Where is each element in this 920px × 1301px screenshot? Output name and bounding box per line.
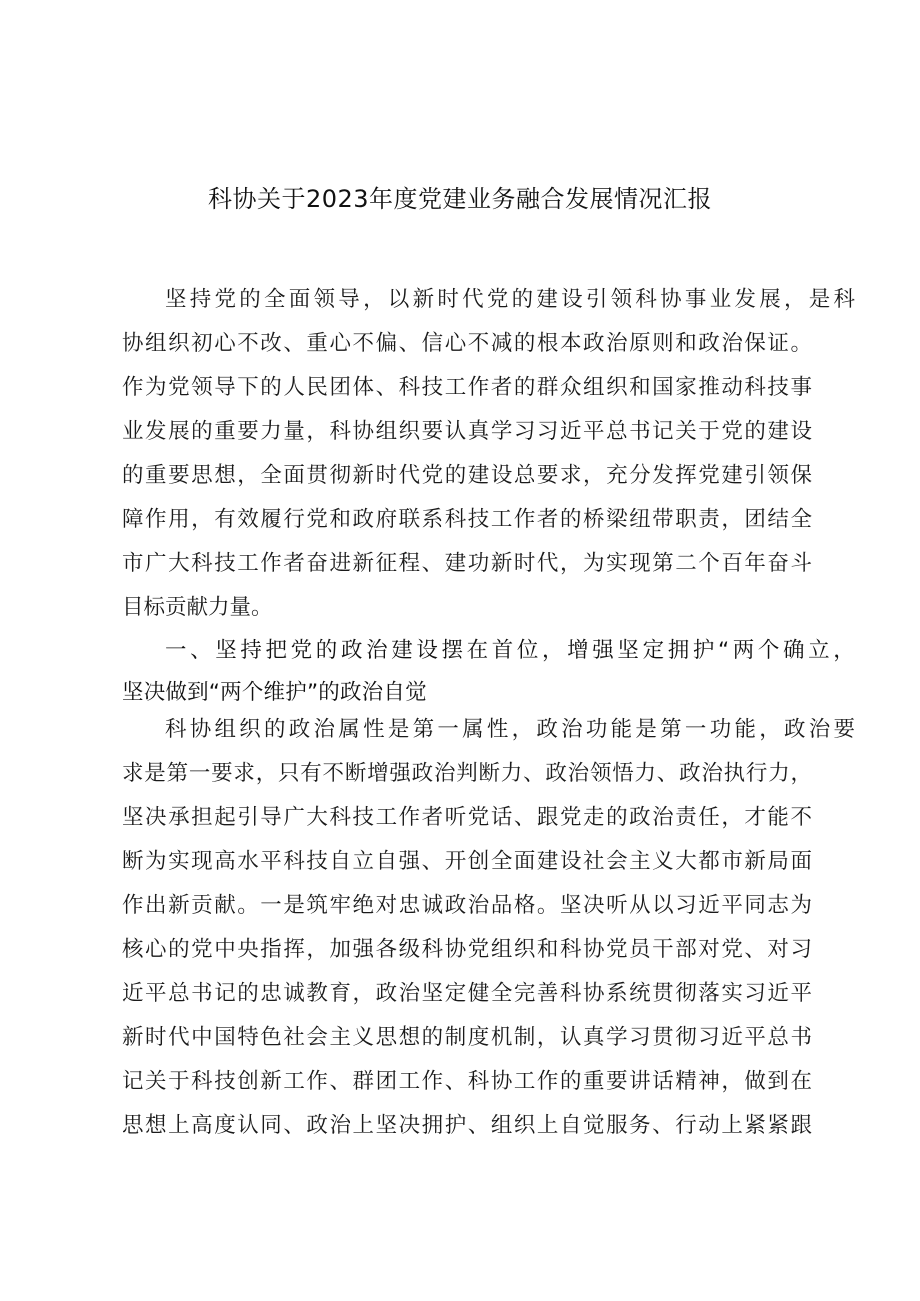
heading-line: 坚决做到“两个维护”的政治自觉 — [122, 680, 427, 705]
text-line: 求是第一要求，只有不断增强政治判断力、政治领悟力、政治执行力， — [122, 761, 812, 786]
text-line: 作出新贡献。一是筑牢绝对忠诚政治品格。坚决听从以习近平同志为 — [122, 893, 812, 918]
text-line: 协组织初心不改、重心不偏、信心不减的根本政治原则和政治保证。 — [122, 331, 812, 356]
text-line: 市广大科技工作者奋进新征程、建功新时代，为实现第二个百年奋斗 — [122, 551, 812, 576]
text-line: 作为党领导下的人民团体、科技工作者的群众组织和国家推动科技事 — [122, 375, 812, 400]
paragraph-intro — [122, 278, 855, 630]
text-line: 近平总书记的忠诚教育，政治坚定健全完善科协系统贯彻落实习近平 — [122, 981, 812, 1006]
text-line: 思想上高度认同、政治上坚决拥护、组织上自觉服务、行动上紧紧跟 — [122, 1113, 812, 1138]
text-line: 坚决承担起引导广大科技工作者听党话、跟党走的政治责任，才能不 — [122, 805, 812, 830]
section-heading-1 — [122, 630, 855, 714]
paragraph-section-1 — [122, 708, 855, 1148]
text-line: 的重要思想，全面贯彻新时代党的建设总要求，充分发挥党建引领保 — [122, 463, 812, 488]
text-line: 业发展的重要力量，科协组织要认真学习习近平总书记关于党的建设 — [122, 419, 812, 444]
text-line: 新时代中国特色社会主义思想的制度机制，认真学习贯彻习近平总书 — [122, 1025, 812, 1050]
text-line: 核心的党中央指挥，加强各级科协党组织和科协党员干部对党、对习 — [122, 937, 812, 962]
document-title: 科协关于2023年度党建业务融合发展情况汇报 — [207, 185, 713, 213]
text-line: 障作用，有效履行党和政府联系科技工作者的桥梁纽带职责，团结全 — [122, 507, 812, 532]
text-line: 记关于科技创新工作、群团工作、科协工作的重要讲话精神，做到在 — [122, 1069, 812, 1094]
text-line: 目标贡献力量。 — [122, 595, 273, 620]
heading-line: 一、坚持把党的政治建设摆在首位，增强坚定拥护“两个确立， — [165, 638, 855, 663]
text-line: 坚持党的全面领导，以新时代党的建设引领科协事业发展，是科 — [165, 287, 855, 312]
text-line: 科协组织的政治属性是第一属性，政治功能是第一功能，政治要 — [165, 717, 855, 742]
text-line: 断为实现高水平科技自立自强、开创全面建设社会主义大都市新局面 — [122, 849, 812, 874]
